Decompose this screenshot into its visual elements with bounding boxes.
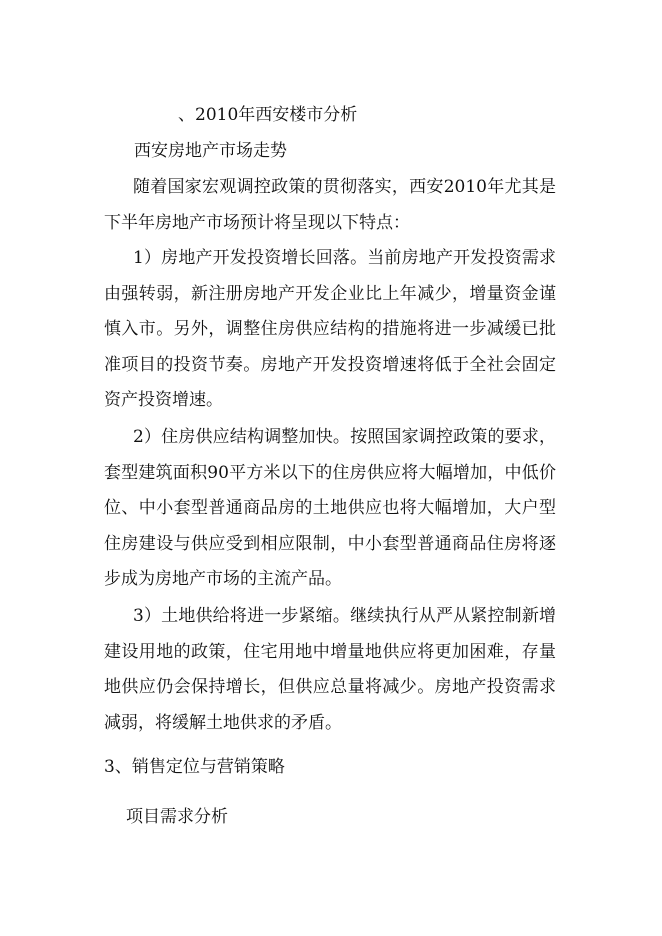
point-paragraph-3: 3）土地供给将进一步紧缩。继续执行从严从紧控制新增建设用地的政策，住宅用地中增量地供应将更加困难，存量地供应仍会保持增长，但供应总量将减少。房地产投资需求减弱，将缓解土地供求的矛盾。 bbox=[104, 606, 556, 733]
subheading-demand-analysis: 项目需求分析 bbox=[126, 807, 228, 827]
section-heading-sales-strategy: 3、销售定位与营销策略 bbox=[104, 757, 285, 777]
point-paragraph-2: 2）住房供应结构调整加快。按照国家调控政策的要求，套型建筑面积90平方米以下的住房供应将大幅增加，中低价位、中小套型普通商品房的土地供应也将大幅增加，大户型住房建设与供应受到相应限制，中小套型普通商品住房将逐步成为房地产市场的主流产品。 bbox=[104, 427, 556, 589]
section-heading-market-analysis: 、2010年西安楼市分析 bbox=[178, 105, 358, 125]
intro-paragraph: 随着国家宏观调控政策的贯彻落实，西安2010年尤其是下半年房地产市场预计将呈现以下特点： bbox=[104, 177, 556, 233]
subheading-market-trend: 西安房地产市场走势 bbox=[134, 141, 287, 161]
point-paragraph-1: 1）房地产开发投资增长回落。当前房地产开发投资需求由强转弱，新注册房地产开发企业比上年减少，增量资金谨慎入市。另外，调整住房供应结构的措施将进一步减缓已批准项目的投资节奏。房地产开发投资增速将低于全社会固定资产投资增速。 bbox=[104, 248, 556, 410]
